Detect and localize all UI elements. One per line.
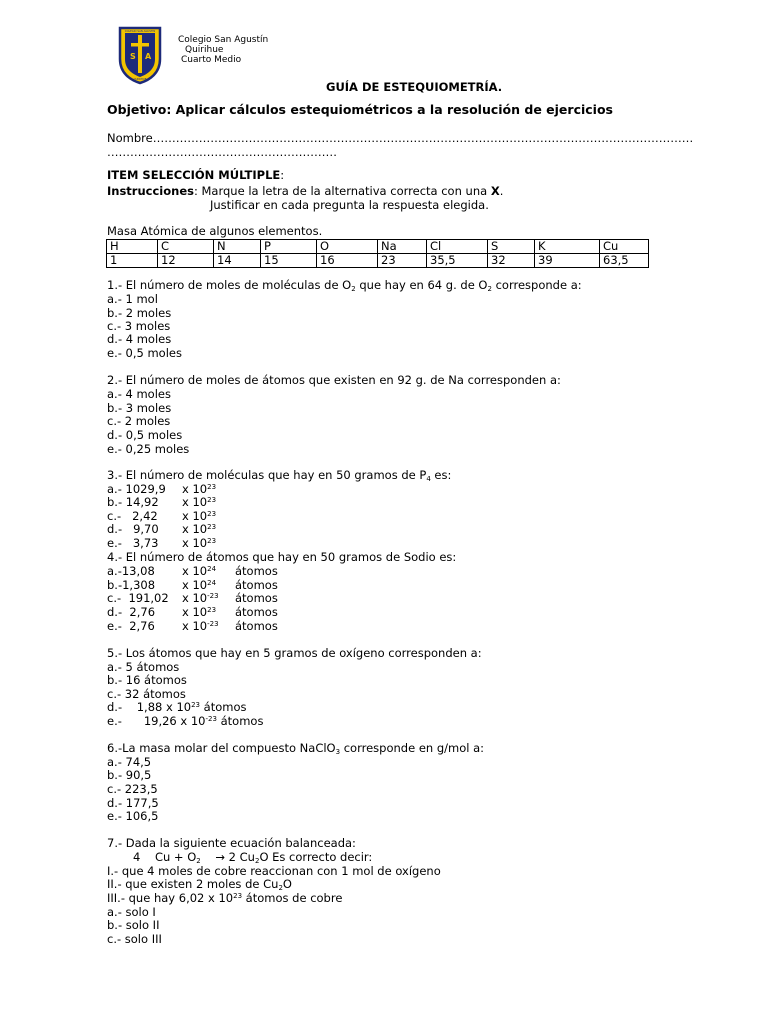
- symbol-cell: S: [488, 240, 535, 254]
- q1-option-b[interactable]: b.- 2 moles: [107, 306, 172, 320]
- q4-option-d[interactable]: d.- 2,76 x $10^{23}$ átomos: [107, 605, 278, 619]
- q6-option-d[interactable]: d.- 177,5: [107, 796, 159, 810]
- value-cell: 32: [488, 254, 535, 268]
- q2-option-b[interactable]: b.- 3 moles: [107, 401, 172, 415]
- symbol-cell: Na: [378, 240, 427, 254]
- symbol-cell: Cu: [600, 240, 649, 254]
- reaction-arrow-icon: →: [215, 850, 226, 864]
- q7-statement-3: III.- que hay 6,02 x $10^{23}$ átomos de cobre: [107, 891, 343, 905]
- instructions-label: Instrucciones: [107, 184, 194, 198]
- q6-stem: 6.-La masa molar del compuesto NaClO$_3$ corresponde en g/mol a:: [107, 741, 485, 756]
- q1-option-e[interactable]: e.- 0,5 moles: [107, 346, 182, 360]
- symbol-cell: O: [317, 240, 378, 254]
- q5-option-c[interactable]: c.- 32 átomos: [107, 687, 186, 701]
- q5-option-a[interactable]: a.- 5 átomos: [107, 660, 180, 674]
- symbols-row: [107, 240, 649, 254]
- value-cell: 23: [378, 254, 427, 268]
- mass-caption: Masa Atómica de algunos elementos.: [107, 224, 323, 238]
- symbol-cell: K: [535, 240, 600, 254]
- q3-option-e[interactable]: e.- 3,73 x $10^{23}$: [107, 536, 217, 550]
- q4-option-b[interactable]: b.-1,308 x $10^{24}$ átomos: [107, 578, 278, 592]
- q6-option-e[interactable]: e.- 106,5: [107, 809, 159, 823]
- q7-option-c[interactable]: c.- solo III: [107, 932, 162, 946]
- q2-option-a[interactable]: a.- 4 moles: [107, 387, 171, 401]
- symbol-cell: Cl: [427, 240, 488, 254]
- instructions-line-1: Instrucciones: Marque la letra de la alternativa correcta con una X.: [107, 184, 504, 198]
- item-heading: ITEM SELECCIÓN MÚLTIPLE:: [107, 168, 285, 182]
- q3-option-c[interactable]: c.- 2,42 x $10^{23}$: [107, 509, 217, 523]
- q7-statement-2: II.- que existen 2 moles de $Cu_2O$: [107, 877, 292, 892]
- school-name: Colegio San Agustín: [178, 35, 269, 45]
- q5-option-d[interactable]: d.- 1,88 x $10^{23}$ átomos: [107, 700, 247, 714]
- q7-stem: 7.- Dada la siguiente ecuación balanceada:: [107, 836, 356, 850]
- value-cell: 16: [317, 254, 378, 268]
- value-cell: 1: [107, 254, 158, 268]
- value-cell: 63,5: [600, 254, 649, 268]
- q3-option-d[interactable]: d.- 9,70 x $10^{23}$: [107, 522, 217, 536]
- q1-option-c[interactable]: c.- 3 moles: [107, 319, 171, 333]
- symbol-cell: H: [107, 240, 158, 254]
- q6-option-c[interactable]: c.- 223,5: [107, 782, 158, 796]
- logo-text-bottom: QUIRIHUE: [133, 78, 147, 81]
- value-cell: 14: [214, 254, 261, 268]
- value-cell: 39: [535, 254, 600, 268]
- q7-equation: 4 $Cu + O_2$ → 2 $Cu_2O$ Es correcto decir:: [133, 850, 373, 865]
- value-cell: 15: [261, 254, 317, 268]
- atomic-mass-table: [106, 239, 649, 268]
- value-cell: 12: [158, 254, 214, 268]
- q7-statement-1: I.- que 4 moles de cobre reaccionan con 1 mol de oxígeno: [107, 864, 441, 878]
- q3-option-b[interactable]: b.- 14,92 x $10^{23}$: [107, 495, 217, 509]
- q1-stem: 1.- El número de moles de moléculas de $O_2$ que hay en 64 g. de $O_2$ corresponde a:: [107, 278, 582, 293]
- q6-option-b[interactable]: b.- 90,5: [107, 768, 152, 782]
- q5-option-b[interactable]: b.- 16 átomos: [107, 673, 187, 687]
- q4-option-e[interactable]: e.- 2,76 x $10^{-23}$ átomos: [107, 619, 278, 633]
- name-line-continuation[interactable]: ……………………………………………………: [107, 145, 337, 159]
- q7-option-b[interactable]: b.- solo II: [107, 918, 160, 932]
- school-city: Quirihue: [185, 45, 224, 55]
- q3-stem: 3.- El número de moléculas que hay en 50 gramos de $P_4$ es:: [107, 468, 452, 483]
- symbol-cell: N: [214, 240, 261, 254]
- symbol-cell: P: [261, 240, 317, 254]
- school-crest-logo: [117, 25, 163, 85]
- q3-option-a[interactable]: a.- 1029,9 x $10^{23}$: [107, 482, 217, 496]
- q7-option-a[interactable]: a.- solo I: [107, 905, 156, 919]
- value-cell: 35,5: [427, 254, 488, 268]
- objective: Objetivo: Aplicar cálculos estequiométricos a la resolución de ejercicios: [107, 102, 613, 117]
- name-line[interactable]: Nombre……………………………………………………………………………………………………………………………: [107, 131, 694, 145]
- school-grade: Cuarto Medio: [181, 55, 242, 65]
- logo-letter-a: A: [145, 52, 152, 61]
- logo-text-top: COLEGIO SAN AGUSTIN: [124, 30, 156, 33]
- q4-stem: 4.- El número de átomos que hay en 50 gramos de Sodio es:: [107, 550, 457, 564]
- instructions-line-2: Justificar en cada pregunta la respuesta elegida.: [210, 198, 489, 212]
- q5-stem: 5.- Los átomos que hay en 5 gramos de oxígeno corresponden a:: [107, 646, 482, 660]
- symbol-cell: C: [158, 240, 214, 254]
- values-row: [107, 254, 649, 268]
- q4-option-c[interactable]: c.- 191,02 x $10^{-23}$ átomos: [107, 591, 278, 605]
- page-title: GUÍA DE ESTEQUIOMETRÍA.: [326, 80, 503, 94]
- q1-option-a[interactable]: a.- 1 mol: [107, 292, 158, 306]
- q6-option-a[interactable]: a.- 74,5: [107, 755, 152, 769]
- logo-letter-s: S: [130, 52, 136, 61]
- q2-option-d[interactable]: d.- 0,5 moles: [107, 428, 183, 442]
- q1-option-d[interactable]: d.- 4 moles: [107, 332, 172, 346]
- q5-option-e[interactable]: e.- 19,26 x $10^{-23}$ átomos: [107, 714, 264, 728]
- q2-stem: 2.- El número de moles de átomos que existen en 92 g. de Na corresponden a:: [107, 373, 561, 387]
- q2-option-e[interactable]: e.- 0,25 moles: [107, 442, 190, 456]
- q4-option-a[interactable]: a.-13,08 x $10^{24}$ átomos: [107, 564, 278, 578]
- q2-option-c[interactable]: c.- 2 moles: [107, 414, 171, 428]
